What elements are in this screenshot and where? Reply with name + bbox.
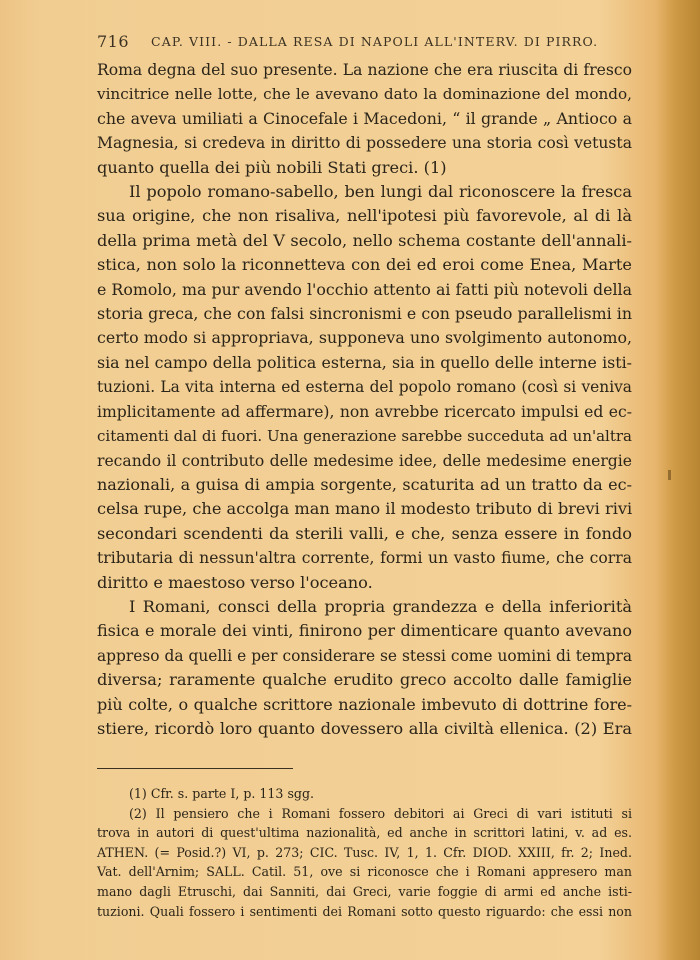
footnote-2-line: tuzioni. Quali fossero i sentimenti dei Romani sotto questo riguardo: che essi non — [97, 903, 632, 919]
text-line: sia nel campo della politica esterna, sia in quello delle interne isti- — [97, 352, 632, 372]
text-line: certo modo si appropriava, supponeva uno svolgimento autonomo, — [97, 328, 632, 348]
text-line: storia greca, che con falsi sincronismi e con pseudo parallelismi in — [97, 304, 632, 324]
footnote-2-line: ATHEN. (= Posid.?) VI, p. 273; CIC. Tusc. IV, 1, 1. Cfr. DIOD. XXIII, fr. 2; Ined. — [97, 844, 632, 860]
text-line: fisica e morale dei vinti, finirono per dimenticare quanto avevano — [97, 621, 632, 641]
text-line: celsa rupe, che accolga man mano il modesto tributo di brevi rivi — [97, 499, 633, 519]
footnotes — [97, 784, 632, 921]
text-line: tuzioni. La vita interna ed esterna del popolo romano (così si veniva — [97, 378, 632, 397]
page-number: 716 — [97, 32, 130, 51]
main-text — [97, 58, 632, 741]
footnote-2-line: mano dagli Etruschi, dai Sanniti, dai Greci, varie foggie di armi ed anche isti- — [97, 883, 632, 899]
text-line: nazionali, a guisa di ampia sorgente, scaturita ad un tratto da ec- — [97, 474, 632, 494]
footnote-1: (1) Cfr. s. parte I, p. 113 sgg. — [129, 786, 315, 801]
running-title: CAP. VIII. - DALLA RESA DI NAPOLI ALL'INTERV. DI PIRRO. — [151, 34, 599, 49]
footnote-2-line: Vat. dell'Arnim; SALL. Catil. 51, ove si riconosce che i Romani appresero man — [97, 864, 632, 880]
text-line: più colte, o qualche scrittore nazionale imbevuto di dottrine fore- — [97, 694, 632, 714]
text-line: Magnesia, si credeva in diritto di possedere una storia così vetusta — [97, 134, 632, 153]
text-line: stica, non solo la riconnetteva con dei ed eroi come Enea, Marte — [97, 255, 632, 275]
text-line: della prima metà del V secolo, nello schema costante dell'annali- — [97, 230, 632, 250]
text-line: citamenti dal di fuori. Una generazione sarebbe succeduta ad un'altra — [97, 427, 632, 446]
footnote-2-line: (2) Il pensiero che i Romani fossero debitori ai Greci di vari istituti si — [129, 805, 632, 821]
text-line: tributaria di nessun'altra corrente, formi un vasto fiume, che corra — [97, 549, 632, 568]
binding-mark — [668, 470, 671, 480]
text-line: appreso da quelli e per considerare se stessi come uomini di tempra — [97, 646, 632, 665]
text-line: secondari scendenti da sterili valli, e che, senza essere in fondo — [97, 523, 632, 543]
text-line: quanto quella dei più nobili Stati greci. (1) — [97, 157, 447, 177]
footnote-divider — [97, 768, 293, 769]
text-line: diritto e maestoso verso l'oceano. — [97, 572, 373, 592]
text-line: Il popolo romano-sabello, ben lungi dal riconoscere la fresca — [129, 182, 632, 202]
footnote-2-line: trova in autori di quest'ultima nazionalità, ed anche in scrittori latini, v. ad es. — [97, 825, 632, 841]
text-line: e Romolo, ma pur avendo l'occhio attento ai fatti più notevoli della — [97, 279, 632, 299]
text-line: implicitamente ad affermare), non avrebbe ricercato impulsi ed ec- — [97, 402, 632, 421]
text-line: diversa; raramente qualche erudito greco accolto dalle famiglie — [97, 670, 632, 690]
text-line: I Romani, consci della propria grandezza e della inferiorità — [129, 596, 632, 616]
text-line: Roma degna del suo presente. La nazione che era riuscita di fresco — [97, 61, 632, 79]
text-line: vincitrice nelle lotte, che le avevano dato la dominazione del mondo, — [97, 85, 632, 104]
page-header — [97, 32, 637, 51]
text-line: stiere, ricordò loro quanto dovessero alla civiltà ellenica. (2) Era — [97, 718, 632, 738]
text-line: che aveva umiliati a Cinocefale i Macedoni, “ il grande „ Antioco a — [97, 108, 632, 128]
text-line: sua origine, che non risaliva, nell'ipotesi più favorevole, al di là — [97, 206, 632, 226]
text-line: recando il contributo delle medesime idee, delle medesime energie — [97, 451, 632, 470]
